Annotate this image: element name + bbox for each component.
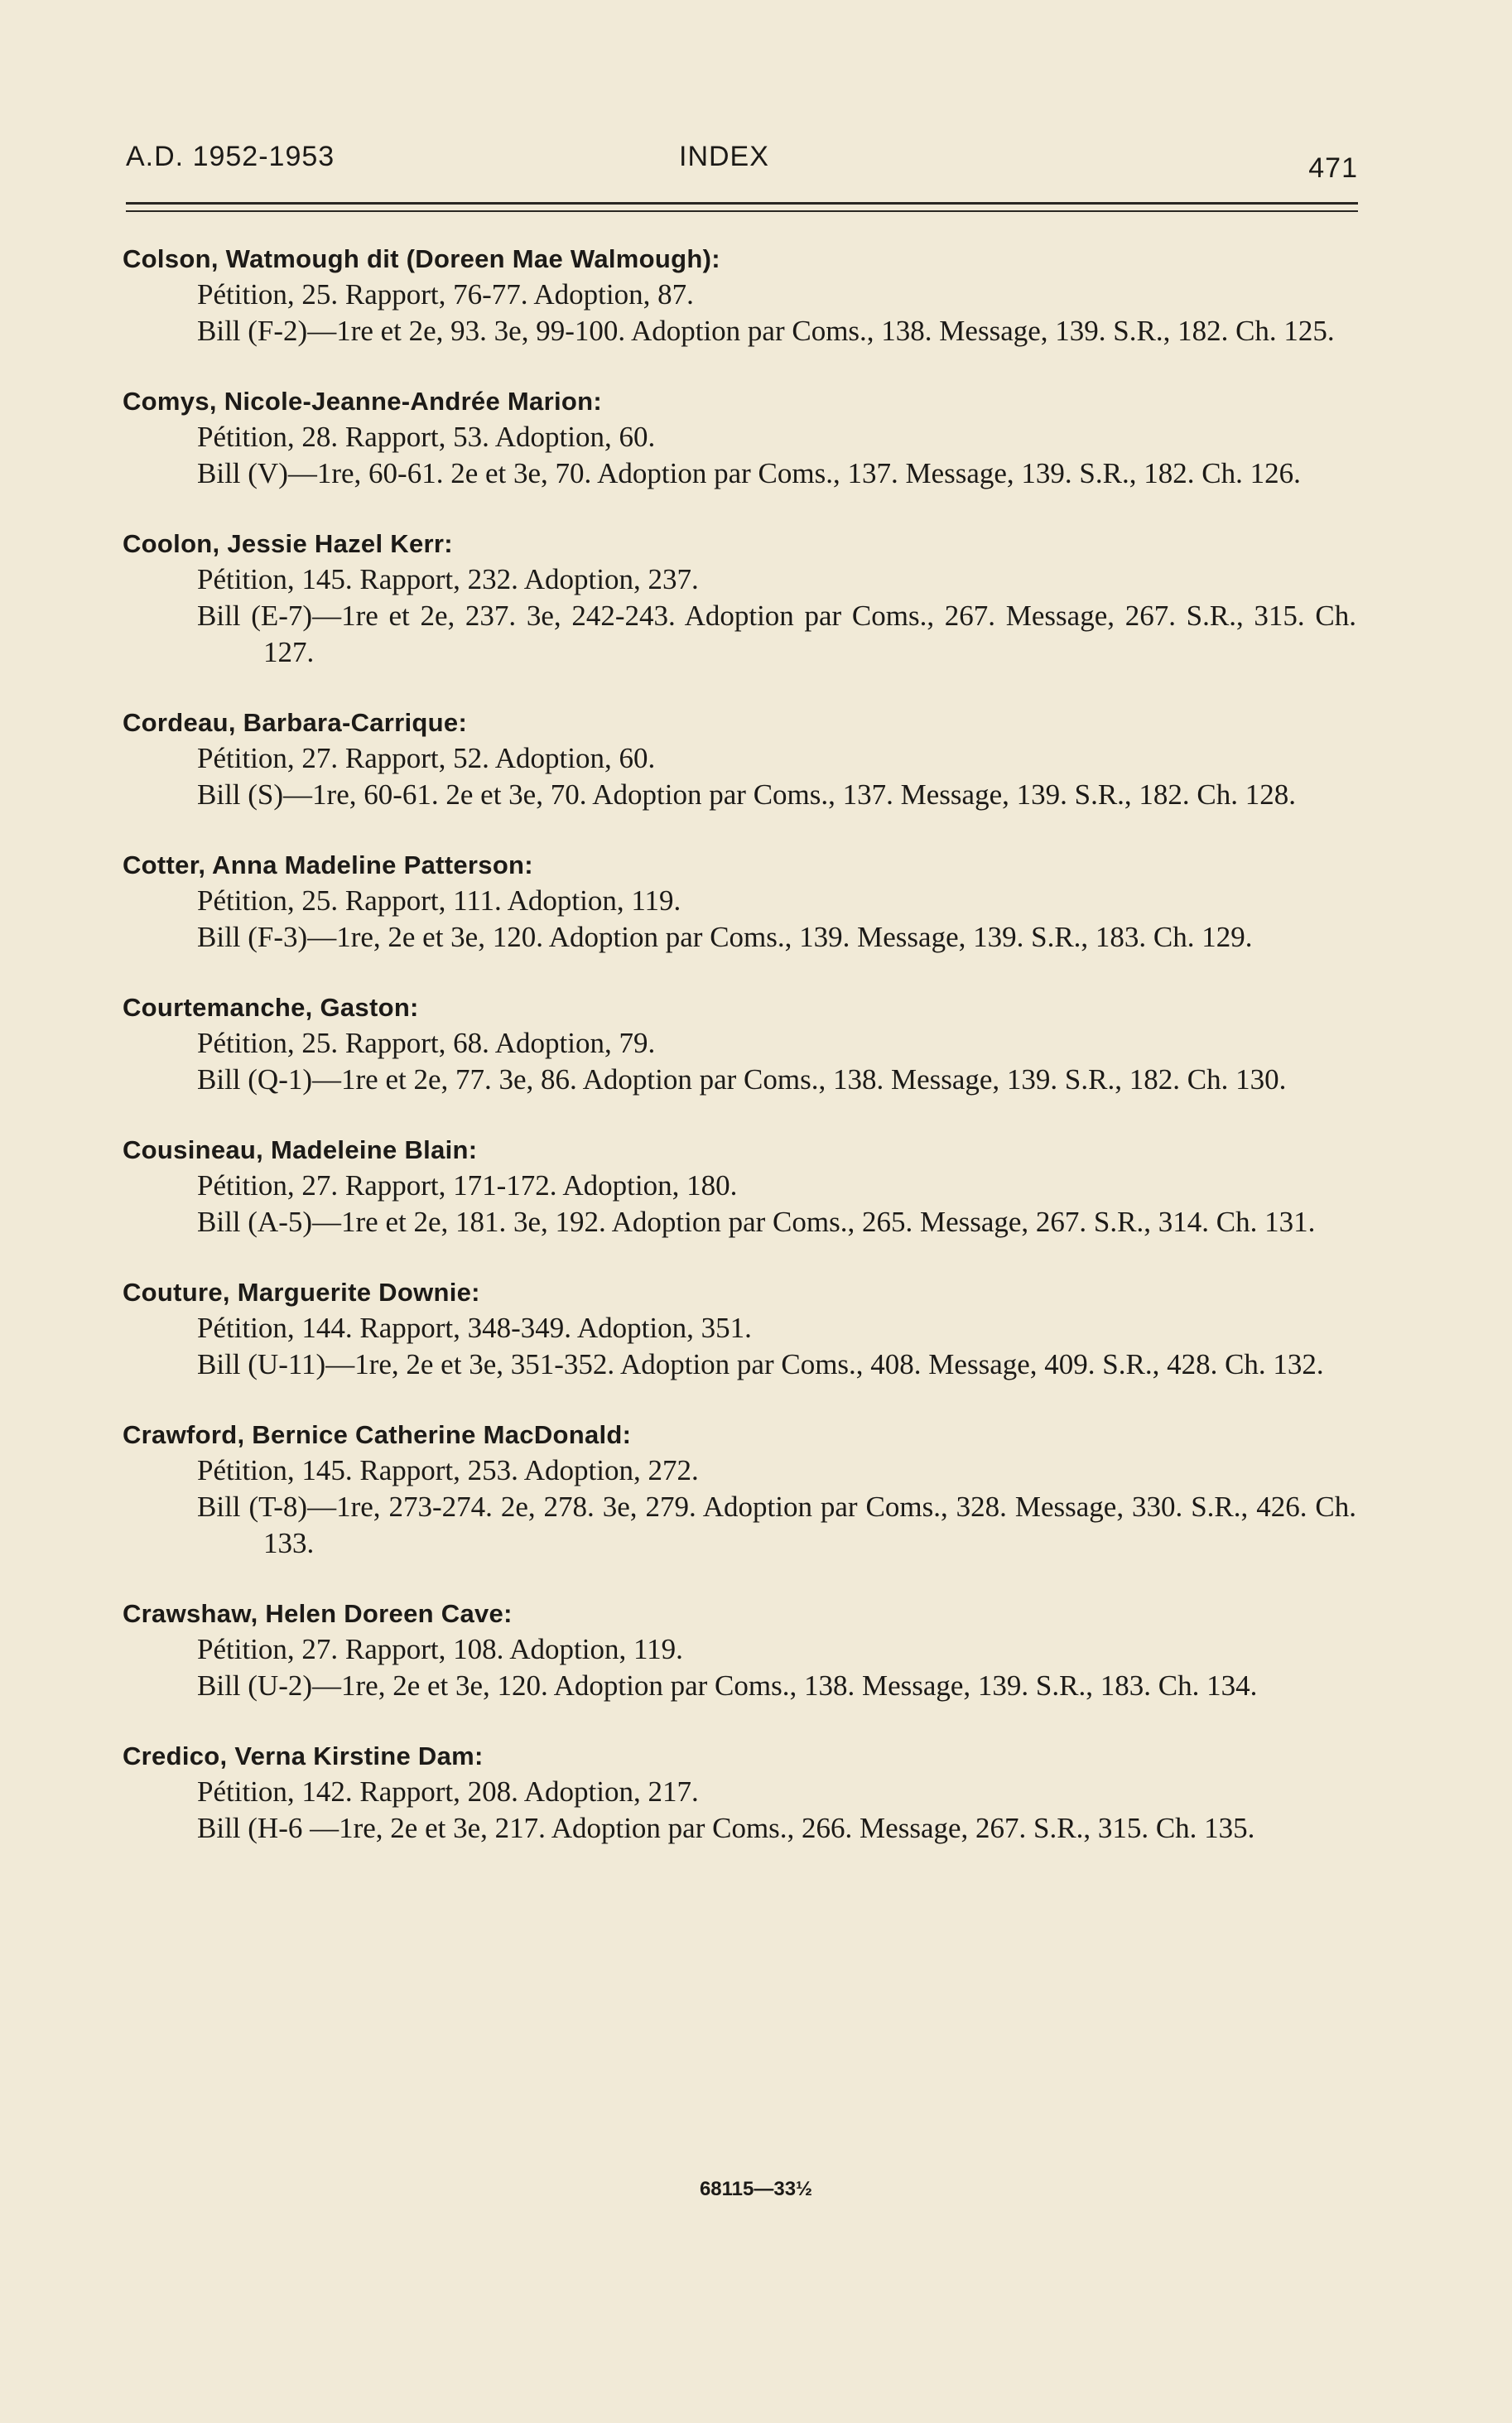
entry-petition: Pétition, 25. Rapport, 76-77. Adoption, 87. xyxy=(197,278,694,311)
index-entry xyxy=(123,1739,1356,1847)
entry-bill: Bill (Q-1)—1re et 2e, 77. 3e, 86. Adoption par Coms., 138. Message, 139. S.R., 182. Ch. 130. xyxy=(197,1063,1287,1096)
entry-bill: Bill (U-2)—1re, 2e et 3e, 120. Adoption par Coms., 138. Message, 139. S.R., 183. Ch. 134. xyxy=(197,1669,1258,1702)
entry-name: Crawford, Bernice Catherine MacDonald: xyxy=(123,1420,632,1449)
index-entry xyxy=(123,1275,1356,1383)
header-title: INDEX xyxy=(679,141,769,172)
entry-name: Cousineau, Madeleine Blain: xyxy=(123,1135,478,1164)
index-entry xyxy=(123,1597,1356,1704)
entry-name: Comys, Nicole-Jeanne-Andrée Marion: xyxy=(123,387,602,416)
entry-name: Colson, Watmough dit (Doreen Mae Walmough): xyxy=(123,244,720,273)
entry-name: Coolon, Jessie Hazel Kerr: xyxy=(123,529,453,558)
index-entries xyxy=(123,242,1356,1881)
index-entry xyxy=(123,1418,1356,1562)
index-entry xyxy=(123,384,1356,492)
header-year-range: A.D. 1952-1953 xyxy=(126,141,335,172)
entry-name: Crawshaw, Helen Doreen Cave: xyxy=(123,1599,513,1628)
entry-name: Cordeau, Barbara-Carrique: xyxy=(123,708,468,737)
printer-code: 68115—33½ xyxy=(699,2178,813,2200)
index-entry xyxy=(123,990,1356,1098)
entry-name: Courtemanche, Gaston: xyxy=(123,993,419,1022)
entry-petition: Pétition, 25. Rapport, 111. Adoption, 119. xyxy=(197,884,681,917)
entry-bill: Bill (S)—1re, 60-61. 2e et 3e, 70. Adoption par Coms., 137. Message, 139. S.R., 182. Ch. 128. xyxy=(197,778,1297,811)
entry-name: Cotter, Anna Madeline Patterson: xyxy=(123,850,533,879)
entry-petition: Pétition, 145. Rapport, 232. Adoption, 237. xyxy=(197,563,699,595)
entry-bill: Bill (F-2)—1re et 2e, 93. 3e, 99-100. Adoption par Coms., 138. Message, 139. S.R., 182. Ch. 125. xyxy=(197,315,1335,347)
entry-petition: Pétition, 142. Rapport, 208. Adoption, 217. xyxy=(197,1775,699,1808)
entry-petition: Pétition, 27. Rapport, 171-172. Adoption, 180. xyxy=(197,1169,738,1202)
header-rule-bottom xyxy=(126,210,1358,212)
header-rule-top xyxy=(126,202,1358,205)
entry-bill: Bill (T-8)—1re, 273-274. 2e, 278. 3e, 279. Adoption par Coms., 328. Message, 330. S.R., 426. Ch. 133. xyxy=(197,1491,1356,1559)
index-entry xyxy=(123,1133,1356,1240)
entry-bill: Bill (A-5)—1re et 2e, 181. 3e, 192. Adoption par Coms., 265. Message, 267. S.R., 314. Ch. 131. xyxy=(197,1206,1316,1238)
entry-bill: Bill (U-11)—1re, 2e et 3e, 351-352. Adoption par Coms., 408. Message, 409. S.R., 428. Ch. 132. xyxy=(197,1348,1324,1380)
entry-name: Credico, Verna Kirstine Dam: xyxy=(123,1741,484,1770)
index-entry xyxy=(123,527,1356,671)
entry-petition: Pétition, 25. Rapport, 68. Adoption, 79. xyxy=(197,1027,656,1059)
index-entry xyxy=(123,706,1356,813)
entry-bill: Bill (H-6 —1re, 2e et 3e, 217. Adoption par Coms., 266. Message, 267. S.R., 315. Ch. 135. xyxy=(197,1812,1255,1844)
entry-petition: Pétition, 28. Rapport, 53. Adoption, 60. xyxy=(197,421,656,453)
index-entry xyxy=(123,242,1356,349)
entry-name: Couture, Marguerite Downie: xyxy=(123,1278,480,1307)
page-header xyxy=(126,141,1358,190)
entry-bill: Bill (V)—1re, 60-61. 2e et 3e, 70. Adoption par Coms., 137. Message, 139. S.R., 182. Ch. 126. xyxy=(197,457,1301,489)
entry-bill: Bill (F-3)—1re, 2e et 3e, 120. Adoption par Coms., 139. Message, 139. S.R., 183. Ch. 129. xyxy=(197,921,1253,953)
entry-petition: Pétition, 27. Rapport, 52. Adoption, 60. xyxy=(197,742,656,774)
page-number: 471 xyxy=(1308,152,1358,184)
index-entry xyxy=(123,848,1356,956)
entry-bill: Bill (E-7)—1re et 2e, 237. 3e, 242-243. Adoption par Coms., 267. Message, 267. S.R., 315. Ch. 127. xyxy=(197,600,1356,668)
entry-petition: Pétition, 145. Rapport, 253. Adoption, 272. xyxy=(197,1454,699,1486)
entry-petition: Pétition, 144. Rapport, 348-349. Adoption, 351. xyxy=(197,1312,752,1344)
entry-petition: Pétition, 27. Rapport, 108. Adoption, 119. xyxy=(197,1633,683,1665)
